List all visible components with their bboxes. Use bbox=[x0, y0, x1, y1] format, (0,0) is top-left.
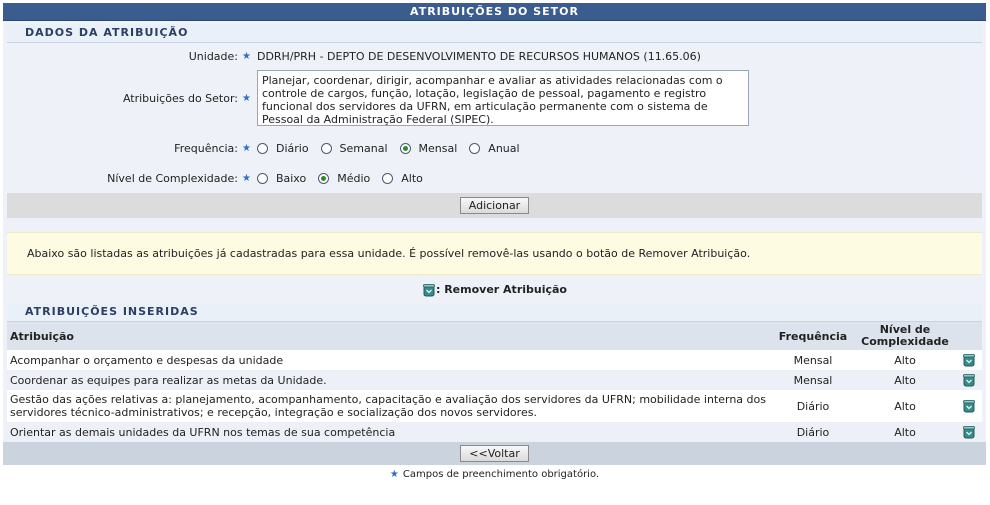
cell-nivel: Alto bbox=[854, 390, 956, 422]
table-row bbox=[7, 422, 982, 442]
remove-button[interactable] bbox=[956, 350, 982, 370]
unidade-label: Unidade: bbox=[188, 49, 238, 63]
radio-button[interactable] bbox=[321, 143, 332, 154]
frequencia-label: Frequência: bbox=[174, 141, 238, 155]
cell-atribuicao: Coordenar as equipes para realizar as metas da Unidade. bbox=[7, 370, 772, 390]
voltar-button[interactable]: <<Voltar bbox=[460, 445, 528, 462]
option-label: Médio bbox=[337, 171, 371, 185]
complexidade-label: Nível de Complexidade: bbox=[107, 171, 238, 185]
footnote-text: Campos de preenchimento obrigatório. bbox=[402, 469, 600, 480]
atribuicoes-label: Atribuições do Setor: bbox=[122, 91, 238, 105]
required-star-icon: ★ bbox=[242, 172, 251, 184]
column-header-frequencia: Frequência bbox=[772, 322, 854, 350]
cell-frequencia: Diário bbox=[772, 390, 854, 422]
remove-button[interactable] bbox=[956, 370, 982, 390]
add-button-strip bbox=[7, 193, 982, 218]
complexidade-option-baixo[interactable] bbox=[257, 172, 306, 185]
frequencia-option-semanal[interactable] bbox=[321, 142, 388, 155]
cell-atribuicao: Orientar as demais unidades da UFRN nos temas de sua competência bbox=[7, 422, 772, 442]
table-row bbox=[7, 370, 982, 390]
option-label: Baixo bbox=[275, 171, 307, 185]
column-header-actions bbox=[956, 322, 982, 350]
atribuicoes-row bbox=[7, 67, 982, 129]
complexidade-row bbox=[7, 163, 982, 193]
unidade-row bbox=[7, 45, 982, 67]
required-star-icon: ★ bbox=[242, 92, 251, 104]
trash-icon[interactable] bbox=[962, 353, 976, 367]
option-label: Diário bbox=[275, 141, 309, 155]
trash-icon[interactable] bbox=[962, 399, 976, 413]
required-star-icon: ★ bbox=[242, 50, 251, 62]
radio-button[interactable] bbox=[257, 173, 268, 184]
option-label: Mensal bbox=[418, 141, 458, 155]
frequencia-option-diario[interactable] bbox=[257, 142, 309, 155]
complexidade-option-medio[interactable] bbox=[318, 172, 370, 185]
option-label: Alto bbox=[401, 171, 423, 185]
legend-label: : Remover Atribuição bbox=[435, 283, 567, 296]
page-title: ATRIBUIÇÕES DO SETOR bbox=[3, 3, 986, 21]
trash-icon[interactable] bbox=[962, 373, 976, 387]
legend-remover bbox=[7, 275, 982, 303]
complexidade-radio-group bbox=[257, 172, 435, 185]
remove-button[interactable] bbox=[956, 422, 982, 442]
table-row bbox=[7, 390, 982, 422]
info-notice: Abaixo são listadas as atribuições já cadastradas para essa unidade. É possível removê-las usando o botão de Remover Atribuição. bbox=[7, 232, 982, 275]
form-panel bbox=[3, 21, 986, 442]
cell-nivel: Alto bbox=[854, 350, 956, 370]
cell-nivel: Alto bbox=[854, 422, 956, 442]
required-star-icon: ★ bbox=[242, 142, 251, 154]
radio-button[interactable] bbox=[469, 143, 480, 154]
main-frame bbox=[3, 3, 986, 484]
cell-atribuicao: Gestão das ações relativas a: planejamento, acompanhamento, capacitação e avaliação dos servidores da UFRN; mobilidade interna dos servidores técnico-administrativos; e recepção, integração e socialização dos novos servidores. bbox=[7, 390, 772, 422]
trash-icon bbox=[422, 283, 436, 297]
remove-button[interactable] bbox=[956, 390, 982, 422]
back-button-strip bbox=[3, 442, 986, 465]
section-header-dados: DADOS DA ATRIBUIÇÃO bbox=[7, 24, 982, 43]
trash-icon[interactable] bbox=[962, 425, 976, 439]
unidade-value: DDRH/PRH - DEPTO DE DESENVOLVIMENTO DE RECURSOS HUMANOS (11.65.06) bbox=[256, 49, 701, 63]
table-header-row bbox=[7, 322, 982, 350]
radio-button-selected[interactable] bbox=[400, 143, 411, 154]
section-header-inseridas: ATRIBUIÇÕES INSERIDAS bbox=[7, 303, 982, 322]
frequencia-option-mensal[interactable] bbox=[400, 142, 458, 155]
cell-frequencia: Diário bbox=[772, 422, 854, 442]
cell-atribuicao: Acompanhar o orçamento e despesas da unidade bbox=[7, 350, 772, 370]
complexidade-option-alto[interactable] bbox=[382, 172, 423, 185]
frequencia-radio-group bbox=[257, 142, 532, 155]
atribuicoes-table bbox=[7, 322, 982, 442]
column-header-atribuicao: Atribuição bbox=[7, 322, 772, 350]
frequencia-row bbox=[7, 133, 982, 163]
column-header-nivel: Nível de Complexidade bbox=[854, 322, 956, 350]
adicionar-button[interactable]: Adicionar bbox=[460, 197, 529, 214]
required-star-icon: ★ bbox=[389, 469, 399, 480]
cell-nivel: Alto bbox=[854, 370, 956, 390]
table-row bbox=[7, 350, 982, 370]
cell-frequencia: Mensal bbox=[772, 350, 854, 370]
frequencia-option-anual[interactable] bbox=[469, 142, 519, 155]
option-label: Semanal bbox=[339, 141, 388, 155]
radio-button-selected[interactable] bbox=[318, 173, 329, 184]
cell-frequencia: Mensal bbox=[772, 370, 854, 390]
radio-button[interactable] bbox=[382, 173, 393, 184]
radio-button[interactable] bbox=[257, 143, 268, 154]
atribuicoes-textarea[interactable]: Planejar, coordenar, dirigir, acompanhar e avaliar as atividades relacionadas com o controle de cargos, função, lotação, legislação de pessoal, pagamento e registro funcional dos servidores da UFRN, em articulação permanente com o sistema de Pessoal da Administração Federal (SIPEC). bbox=[257, 70, 749, 126]
option-label: Anual bbox=[488, 141, 520, 155]
required-footnote bbox=[3, 465, 986, 484]
